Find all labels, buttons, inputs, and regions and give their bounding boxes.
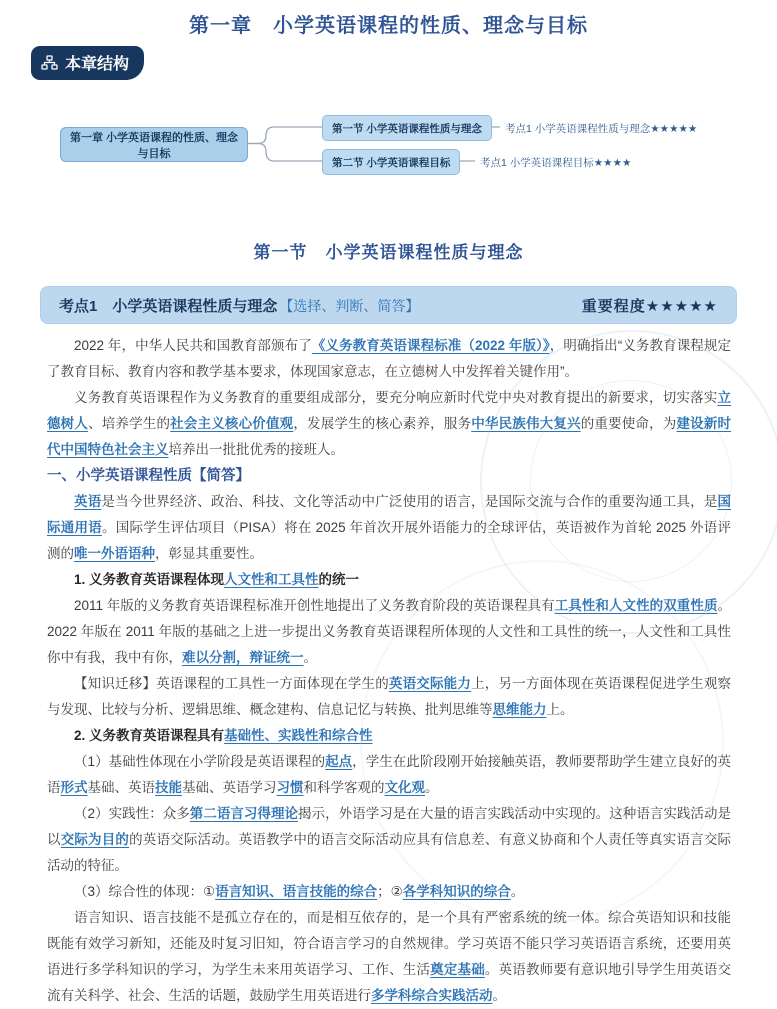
text-segment: 。英语教师要有意识地引导学生用英语交流有关科学、社会、生活的话题，鼓励学生用英语进行 (47, 962, 732, 1003)
chapter-title: 第一章 小学英语课程的性质、理念与目标 (189, 15, 588, 37)
key-term: 工具性和人文性的双重性质 (554, 598, 718, 613)
key-term: 中华民族伟大复兴 (471, 416, 581, 431)
paragraph (47, 333, 731, 385)
paragraph (47, 593, 731, 671)
text-segment: 义务教育英语课程作为义务教育的重要组成部分，要充分响应新时代党中央对教育提出的新要求，切实落实 (74, 390, 718, 405)
importance-rating: 重要程度★★★★★ (581, 297, 718, 315)
text-segment: 2022 年，中华人民共和国教育部颁布了 (74, 338, 312, 353)
text-segment: 【知识迁移】英语课程的工具性一方面体现在学生的 (74, 676, 389, 691)
text-segment: 2011 年版的义务教育英语课程标准开创性地提出了义务教育阶段的英语课程具有 (74, 598, 555, 613)
chapter-structure-label: 本章结构 (65, 56, 130, 73)
key-term: 形式 (60, 780, 88, 795)
key-term: 国际通用语 (47, 494, 732, 535)
key-term: 文化观 (384, 780, 425, 795)
diagram-node-section2: 第二节 小学英语课程目标 (322, 149, 460, 175)
key-term: 英语 (74, 494, 102, 509)
key-term: 难以分割，辩证统一 (182, 650, 304, 665)
key-term: 习惯 (276, 780, 304, 795)
text-segment: 。2022 年版在 2011 年版的基础之上进一步提出义务教育英语课程所体现的人文性和工具性的统一，人文性和工具性你中有我，我中有你， (47, 598, 732, 665)
diagram-node-section1: 第一节 小学英语课程性质与理念 (322, 115, 492, 141)
key-term: 《义务教育英语课程标准（2022 年版）》 (311, 338, 550, 353)
key-term: 技能 (155, 780, 182, 795)
paragraph (47, 879, 731, 905)
paragraph (47, 905, 731, 1009)
key-term: 英语交际能力 (388, 676, 472, 691)
key-term: 各学科知识的综合 (402, 884, 511, 899)
key-term: 基础性、实践性和综合性 (224, 728, 373, 743)
text-segment: 。 (510, 884, 525, 899)
text-segment: 。国际学生评估项目（PISA）将在 2025 年首次开展外语能力的全球评估，英语被作为首轮 2025 外语评测的 (47, 520, 732, 561)
text-segment: （1）基础性体现在小学阶段是英语课程的 (74, 754, 326, 769)
key-term: 思维能力 (492, 702, 547, 717)
text-segment: 。 (425, 780, 439, 795)
heading (47, 723, 731, 749)
key-term: 唯一外语语种 (74, 546, 155, 561)
text-segment: ，明确指出“义务教育课程规定了教育目标、教育内容和教学基本要求，体现国家意志，在立德树人中发挥着关键作用”。 (47, 338, 731, 379)
paragraph (47, 801, 731, 879)
paragraph (47, 489, 731, 567)
key-term: 第二语言习得理论 (189, 806, 299, 821)
diagram-root-node: 第一章 小学英语课程的性质、理念与目标 (60, 127, 248, 162)
section-title: 第一节 小学英语课程性质与理念 (253, 243, 524, 262)
content (47, 333, 731, 1009)
text-segment: 揭示，外语学习是在大量的语言实践活动中实现的。这种语言实践活动是以 (47, 806, 732, 847)
text-segment: ，彰显其重要性。 (155, 546, 263, 561)
chapter-structure-diagram (0, 100, 777, 204)
text-segment: 1. 义务教育英语课程体现 (74, 572, 225, 587)
text-segment: 和科学客观的 (303, 780, 385, 795)
key-term: 语言知识、语言技能的综合 (215, 884, 378, 899)
text-segment: ，发展学生的核心素养，服务 (293, 416, 472, 431)
text-segment: 。 (492, 988, 506, 1003)
key-term: 社会主义核心价值观 (170, 416, 294, 431)
text-segment: 。 (303, 650, 317, 665)
text-segment: 一、小学英语课程性质【简答】 (47, 468, 250, 484)
text-segment: 上，另一方面体现在英语课程促进学生观察与发现、比较与分析、逻辑思维、概念建构、信息记忆与转换、批判思维等 (47, 676, 732, 717)
key-term: 交际为目的 (60, 832, 130, 847)
diagram-leaf-kaodian2: 考点1 小学英语课程目标★★★★ (480, 157, 632, 169)
text-segment: 语言知识、语言技能不是孤立存在的，而是相互依存的，是一个具有严密系统的统一体。综合英语知识和技能既能有效学习新知，还能及时复习旧知，符合语言学习的自然规律。学习英语不能只学习英语语言系统，还要用英语进行多学科知识的学习，为学生未来用英语学习、工作、生活 (47, 910, 731, 977)
key-term: 起点 (325, 754, 353, 769)
key-term: 多学科综合实践活动 (371, 988, 493, 1003)
exam-point-question-types: 【选择、判断、简答】 (279, 297, 420, 314)
paragraph (47, 385, 731, 463)
text-segment: 的英语交际活动。英语教学中的语言交际活动应具有信息差、有意义协商和个人责任等真实语言交际活动的特征。 (47, 832, 732, 873)
key-term: 立德树人 (47, 390, 731, 431)
exam-point-banner (40, 286, 737, 324)
org-chart-icon (41, 55, 58, 71)
text-segment: 上。 (546, 702, 574, 717)
paragraph (47, 671, 731, 723)
text-segment: 基础、英语学习 (182, 780, 277, 795)
key-term: 奠定基础 (430, 962, 485, 977)
text-segment: ，学生在此阶段刚开始接触英语，教师要帮助学生建立良好的英语 (47, 754, 732, 795)
heading (47, 567, 731, 593)
text-segment: 、培养学生的 (88, 416, 171, 431)
key-term: 人文性和工具性 (224, 572, 319, 587)
diagram-leaf-kaodian1: 考点1 小学英语课程性质与理念★★★★★ (505, 123, 698, 135)
key-term: 建设新时代中国特色社会主义 (47, 416, 732, 457)
text-segment: 基础、英语 (87, 780, 155, 795)
text-segment: （2）实践性：众多 (74, 806, 190, 821)
text-segment: 是当今世界经济、政治、科技、文化等活动中广泛使用的语言，是国际交流与合作的重要沟通工具，是 (101, 494, 718, 509)
text-segment: 培养出一批批优秀的接班人。 (168, 442, 344, 457)
text-segment: 2. 义务教育英语课程具有 (74, 728, 225, 743)
text-segment: 的重要使命，为 (580, 416, 677, 431)
chapter-structure-badge (31, 46, 144, 80)
paragraph (47, 749, 731, 801)
text-segment: （3）综合性的体现：① (74, 884, 216, 899)
exam-point-banner-left (59, 295, 419, 316)
text-segment: ；② (377, 884, 403, 899)
heading (47, 463, 731, 489)
text-segment: 的统一 (318, 572, 360, 587)
exam-point-title: 考点1 小学英语课程性质与理念 (59, 297, 278, 315)
